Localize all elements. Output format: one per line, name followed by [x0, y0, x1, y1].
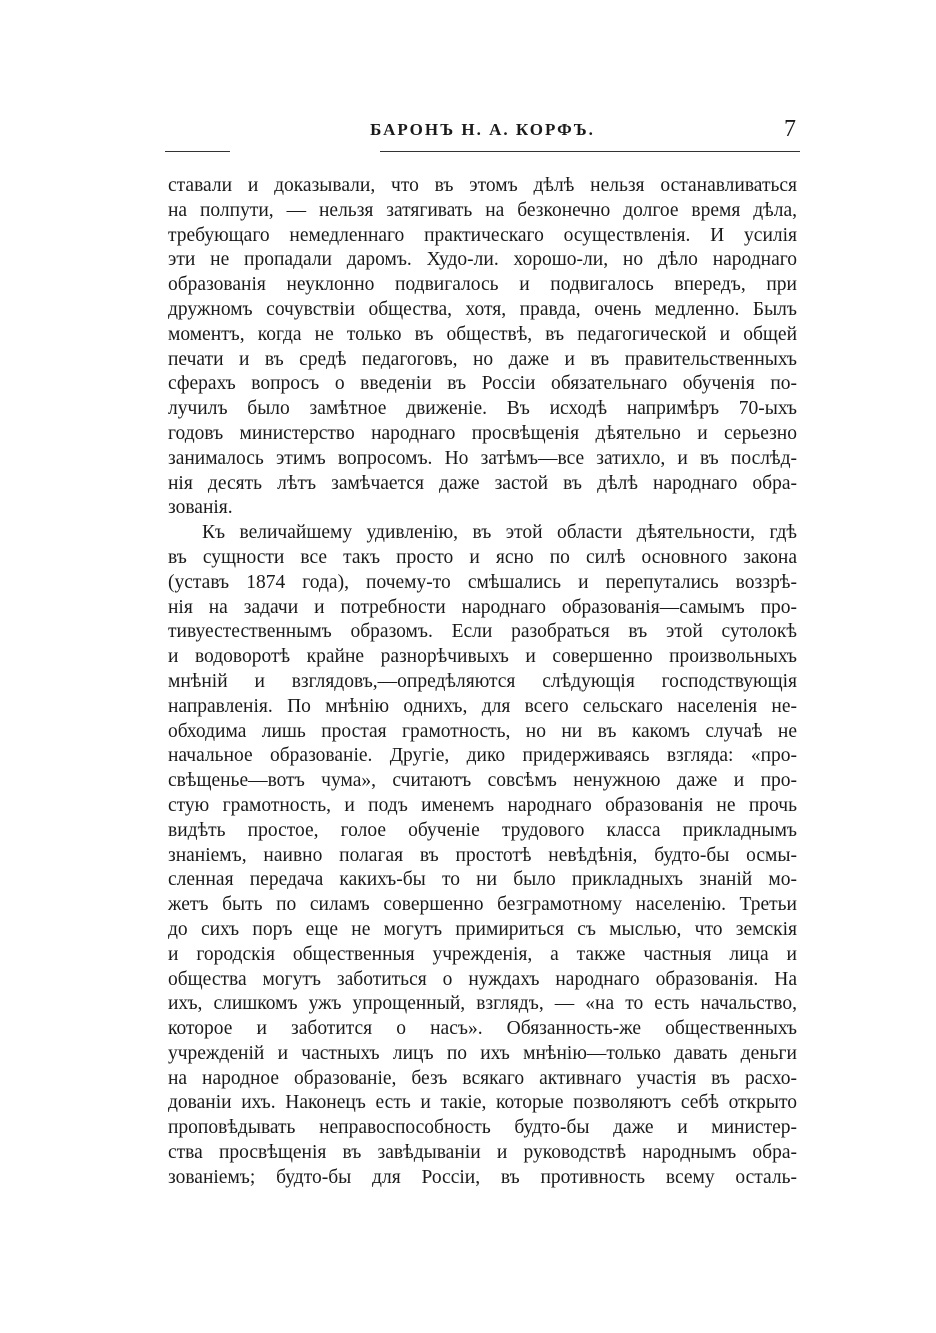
text-line: зованія. [168, 497, 233, 519]
text-line: ставали и доказывали, что въ этомъ дѣлѣ нельзя останавливаться [168, 175, 797, 196]
text-line: дованіи ихъ. Наконецъ есть и такіе, которые позволяютъ себѣ открыто [168, 1092, 797, 1114]
text-line: стую грамотность, и подъ именемъ народнаго образованія не прочь [168, 794, 797, 816]
text-line: проповѣдывать неправоспособность будто-бы даже и министер- [168, 1117, 797, 1139]
text-line: до сихъ поръ еще не могутъ примириться съ мыслью, что земскія [168, 918, 797, 940]
text-line: на народное образованіе, безъ всякаго активнаго участія въ расхо- [168, 1067, 797, 1089]
text-line: и водоворотѣ крайне разнорѣчивыхъ и совершенно произвольныхъ [168, 646, 797, 668]
text-line: начальное образованіе. Другіе, дико придерживаясь взгляда: «про- [168, 745, 797, 767]
text-line: мнѣній и взглядовъ,—опредѣляются слѣдующія господствующія [168, 670, 797, 692]
text-line: видѣть простое, голое обученіе трудового класса прикладнымъ [168, 819, 797, 841]
text-line: свѣщенье—вотъ чума», считаютъ совсѣмъ ненужною даже и про- [168, 770, 797, 792]
page-number: 7 [784, 116, 796, 142]
text-line: (уставъ 1874 года), почему-то смѣшались и перепутались воззрѣ- [168, 571, 797, 593]
text-line: обходима лишь простая грамотность, но ни въ какомъ случаѣ не [168, 720, 797, 742]
text-line: жетъ быть по силамъ совершенно безграмотному населенію. Третьи [168, 894, 797, 916]
text-line: въ сущности все такъ просто и ясно по силѣ основного закона [168, 546, 797, 568]
text-line: требующаго немедленнаго практическаго осуществленія. И усилія [168, 224, 797, 246]
text-line: знаніемъ, наивно полагая въ простотѣ невѣдѣнія, будто-бы осмы- [168, 844, 797, 866]
text-line: нія на задачи и потребности народнаго образованія—самымъ про- [168, 596, 797, 618]
text-line: нія десять лѣтъ замѣчается даже застой въ дѣлѣ народнаго обра- [168, 472, 797, 494]
text-line: Къ величайшему удивленію, въ этой области дѣятельности, гдѣ [202, 522, 797, 544]
text-line: ихъ, слишкомъ ужъ упрощенный, взглядъ, — «на то есть начальство, [168, 993, 797, 1015]
text-line: занималось этимъ вопросомъ. Но затѣмъ—все затихло, и въ послѣд- [168, 447, 797, 469]
text-line: дружномъ сочувствіи общества, хотя, правда, очень медленно. Былъ [168, 298, 797, 320]
body-text [168, 174, 797, 1191]
text-line: сленная передача какихъ-бы то ни было прикладныхъ знаній мо- [168, 869, 797, 891]
header-rule-gap [230, 149, 380, 154]
text-line: учрежденій и частныхъ лицъ по ихъ мнѣнію—только давать деньги [168, 1042, 797, 1064]
text-line: образованія неуклонно подвигалось и подвигалось впередъ, при [168, 274, 797, 296]
text-line: годовъ министерство народнаго просвѣщенія дѣятельно и серьезно [168, 422, 797, 444]
text-line: тивуестественнымъ образомъ. Если разобраться въ этой сутолокѣ [168, 621, 797, 643]
text-line: и городскія общественныя учрежденія, а также частныя лица и [168, 943, 797, 965]
text-line: лучилъ было замѣтное движеніе. Въ исходѣ напримѣръ 70-ыхъ [168, 398, 797, 420]
text-line: на полпути, — нельзя затягивать на безконечно долгое время дѣла, [168, 199, 797, 221]
text-line: ства просвѣщенія въ завѣдываніи и руководствѣ народнымъ обра- [168, 1142, 797, 1164]
running-title: БАРОНЪ Н. А. КОРФЪ. [370, 120, 595, 139]
text-line: которое и заботится о насъ». Обязанность-же общественныхъ [168, 1018, 797, 1040]
text-line: печати и въ средѣ педагоговъ, но даже и въ правительственныхъ [168, 348, 797, 370]
text-line: эти не пропадали даромъ. Худо-ли. хорошо-ли, но дѣло народнаго [168, 249, 797, 271]
page-header [165, 118, 800, 148]
text-line: зованіемъ; будто-бы для Россіи, въ противность всему осталь- [168, 1166, 797, 1188]
text-line: сферахъ вопросъ о введеніи въ Россіи обязательнаго обученія по- [168, 373, 797, 395]
text-line: направленія. По мнѣнію однихъ, для всего сельскаго населенія не- [168, 695, 797, 717]
text-line: моментъ, когда не только въ обществѣ, въ педагогической и общей [168, 323, 797, 345]
text-line: общества могутъ заботиться о нуждахъ народнаго образованія. На [168, 968, 797, 990]
